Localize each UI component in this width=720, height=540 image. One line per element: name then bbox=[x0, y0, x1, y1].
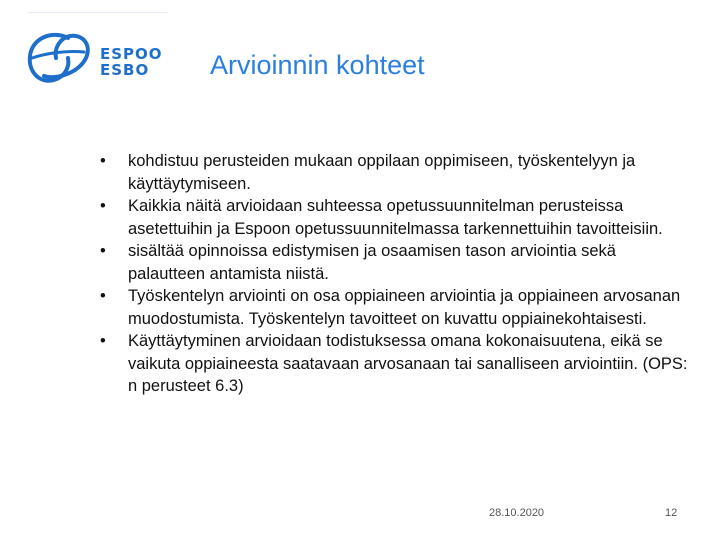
espoo-logo bbox=[24, 28, 174, 88]
bullet-item bbox=[96, 195, 696, 240]
bullet-marker: • bbox=[100, 332, 106, 350]
slide-title: Arvioinnin kohteet bbox=[210, 50, 425, 80]
header-divider bbox=[28, 12, 168, 13]
bullet-marker: • bbox=[100, 152, 106, 170]
bullet-text: sisältää opinnoissa edistymisen ja osaamisen tason arviointia sekä palautteen antamista niistä. bbox=[128, 242, 616, 283]
bullet-text: Käyttäytyminen arvioidaan todistuksessa omana kokonaisuutena, eikä se vaikuta oppiaineesta saatavaan arvosanaan tai sanalliseen arviointiin. (OPS: n perusteet 6.3) bbox=[128, 332, 688, 395]
bullet-text: kohdistuu perusteiden mukaan oppilaan oppimiseen, työskentelyyn ja käyttäytymiseen. bbox=[128, 152, 636, 193]
logo-line-esbo: ESBO bbox=[100, 61, 150, 79]
espoo-logo-icon bbox=[24, 28, 96, 88]
bullet-text: Kaikkia näitä arvioidaan suhteessa opetussuunnitelman perusteissa asetettuihin ja Espoon opetussuunnitelmassa tarkennettuihin tavoitteisiin. bbox=[128, 197, 663, 238]
bullet-marker: • bbox=[100, 242, 106, 260]
bullet-list bbox=[96, 150, 696, 398]
logo-line-espoo: ESPOO bbox=[100, 45, 163, 63]
bullet-text: Työskentelyn arviointi on osa oppiaineen arviointia ja oppiaineen arvosanan muodostumista. Työskentelyn tavoitteet on kuvattu oppiainekohtaisesti. bbox=[128, 287, 681, 328]
bullet-item bbox=[96, 240, 696, 285]
bullet-item bbox=[96, 330, 696, 398]
page-number: 12 bbox=[665, 507, 678, 519]
bullet-marker: • bbox=[100, 197, 106, 215]
bullet-marker: • bbox=[100, 287, 106, 305]
footer-date: 28.10.2020 bbox=[489, 507, 545, 519]
bullet-item bbox=[96, 285, 696, 330]
bullet-item bbox=[96, 150, 696, 195]
logo-wordmark bbox=[100, 46, 163, 78]
